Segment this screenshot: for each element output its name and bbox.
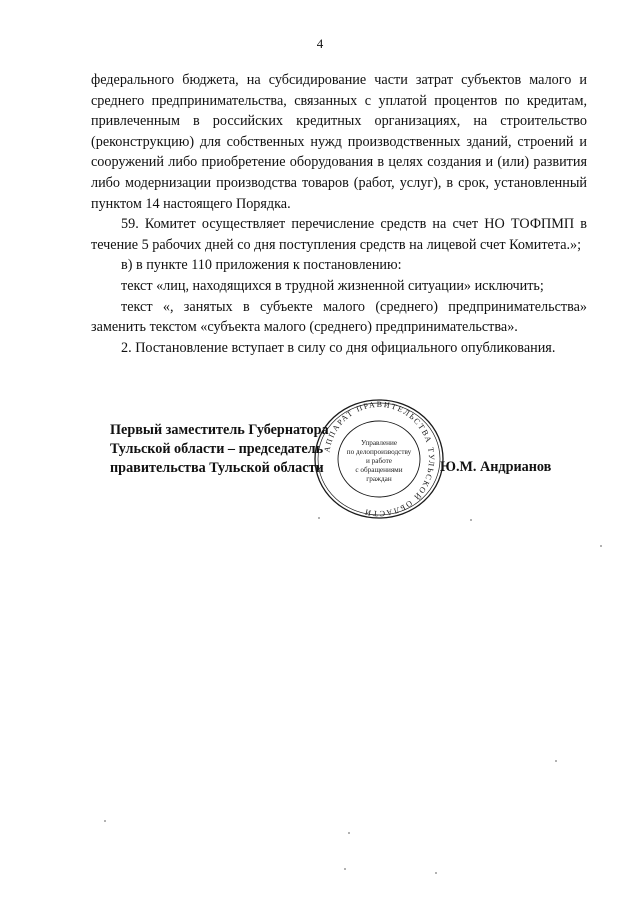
paragraph-replace-text: текст «, занятых в субъекте малого (среднего) предпринимательства» заменить текстом «субъекта малого (среднего) предпринимательства». (91, 298, 587, 336)
signature-position (110, 421, 329, 478)
scan-speck (600, 545, 602, 547)
signature-position-line: Тульской области – председатель (110, 441, 324, 457)
official-seal-stamp (309, 397, 449, 521)
paragraph-exclude-text: текст «лиц, находящихся в трудной жизненной ситуации» исключить; (121, 277, 544, 294)
seal-inner-line: граждан (366, 475, 392, 483)
signature-position-line: правительства Тульской области (110, 460, 324, 476)
page-number: 4 (316, 36, 324, 51)
signature-position-line: Первый заместитель Губернатора (110, 422, 329, 438)
scan-speck (470, 519, 472, 521)
seal-inner-line: Управление (360, 439, 398, 447)
scan-speck (555, 760, 557, 762)
scan-speck (318, 517, 320, 519)
scan-speck (348, 832, 350, 834)
seal-outer-text: АППАРАТ ПРАВИТЕЛЬСТВА ТУЛЬСКОЙ ОБЛАСТИ (322, 399, 437, 519)
paragraph-item-59: 59. Комитет осуществляет перечисление средств на счет НО ТОФПМП в течение 5 рабочих дней со дня поступления средств на лицевой счет Комитета.»; (91, 216, 587, 253)
paragraph-continuation: федерального бюджета, на субсидирование части затрат субъектов малого и среднего предпринимательства, связанных с уплатой процентов по кредитам, привлеченным в российских кредитных организациях, на строительство (реконструкцию) для собственных нужд производственных зданий, строений и сооружений либо приобретение оборудования в целях создания и (или) развития либо модернизации производства товаров (работ, услуг), в срок, установленный пунктом 14 настоящего Порядка. (91, 72, 587, 212)
scan-speck (344, 868, 346, 870)
seal-inner-line: и работе (366, 457, 392, 465)
scan-speck (104, 820, 106, 822)
paragraph-subitem-v: в) в пункте 110 приложения к постановлению: (121, 257, 402, 274)
document-body (91, 70, 587, 358)
scan-speck (435, 872, 437, 874)
seal-inner-line: по делопроизводству (346, 448, 412, 456)
signer-name: Ю.М. Андрианов (440, 459, 552, 475)
paragraph-effective-date: 2. Постановление вступает в силу со дня официального опубликования. (121, 339, 556, 356)
seal-inner-line: с обращениями (355, 466, 403, 474)
